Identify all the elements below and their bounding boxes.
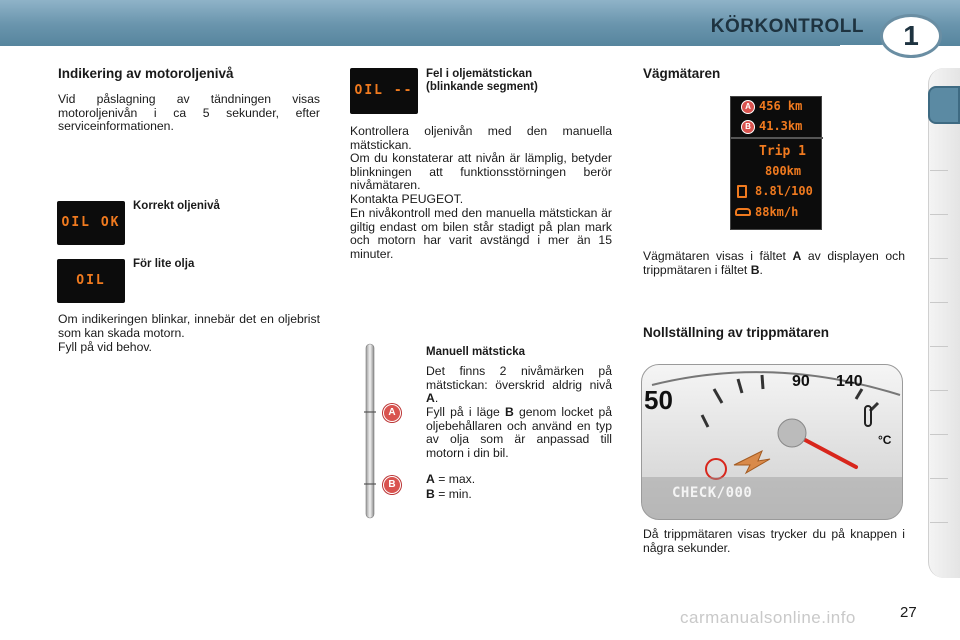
tab-divider [930,346,948,347]
oil-fault-label-line1: Fel i oljemätstickan [426,68,533,80]
speed-90-label: 90 [792,373,810,390]
tab-divider [930,522,948,523]
oil-level-heading: Indikering av motoroljenivå [58,66,234,81]
oil-low-warning: Om indikeringen blinkar, innebär det en oljebrist som kan skada motorn. [58,312,320,340]
display-divider [731,137,823,139]
oil-ok-label: Korrekt oljenivå [133,200,220,212]
average-speed-value: 88km/h [755,205,799,219]
tab-divider [930,478,948,479]
page-title: KÖRKONTROLL [710,16,864,37]
trip-title: Trip 1 [759,144,806,159]
fault-check-text: Kontrollera oljenivån med den manuella mätstickan. [350,124,612,152]
total-distance-value: 456 km [759,99,803,113]
fault-explanation-text: Om du konstaterar att nivån är lämplig, betyder blinkningen att funktionsstörningen berör nivåmätaren. [350,151,612,193]
trip-reset-heading: Nollställning av trippmätaren [643,325,830,340]
odometer-description: Vägmätaren visas i fältet A av displayen och trippmätaren i fältet B. [643,249,906,277]
tab-divider [930,170,948,171]
oil-ok-display: OIL OK [57,201,125,245]
page-number: 27 [900,604,917,621]
chapter-badge: 1 [880,14,942,58]
fuel-pump-icon [737,185,747,198]
tab-divider [930,214,948,215]
trip-computer-distance: 800km [765,164,802,178]
dipstick-marker-b: B [383,476,401,494]
level-b-ref: B [504,405,514,419]
oil-low-label: För lite olja [133,258,195,270]
thermometer-icon [864,405,872,427]
instrument-cluster-photo [641,364,903,520]
dipstick-marker-a: A [383,404,401,422]
odometer-heading: Vägmätaren [643,66,721,81]
chapter-tab-strip [928,68,960,578]
odometer-display [730,96,822,230]
trip-reset-instruction: Då trippmätaren visas trycker du på knappen i några sekunder. [643,527,905,555]
tab-divider [930,390,948,391]
dipstick-illustration [352,340,404,522]
watermark: carmanualsonline.info [680,608,856,627]
oil-fault-display: OIL -- [350,68,418,114]
tab-divider [930,434,948,435]
fuel-consumption-value: 8.8l/100 [755,184,813,198]
oil-low-display: OIL [57,259,125,303]
dipstick-marks-text: Det finns 2 nivåmärken på mätstickan: överskrid aldrig nivå A. [426,364,612,406]
check-button-label: CHECK/000 [672,485,753,501]
oil-top-up-note: Fyll på vid behov. [58,340,152,354]
fault-validity-text: En nivåkontroll med den manuella mätstickan är giltig endast om bilen står stadigt på plan mark och motorn har varit avstängd i mer än 15 minuter. [350,206,612,261]
tab-divider [930,302,948,303]
dipstick-fill-text: Fyll på i läge B genom locket på oljebehållaren och använd en typ av olja som är anpassad till motorn i din bil. [426,405,612,460]
oil-level-intro: Vid påslagning av tändningen visas motoroljenivån i ca 5 sekunder, efter serviceinformationen. [58,92,320,134]
dipstick-heading: Manuell mätsticka [426,346,526,358]
fault-contact-text: Kontakta PEUGEOT. [350,192,464,206]
chapter-tab-active[interactable] [928,86,960,124]
level-a-ref: A [426,391,435,406]
trip-distance-value: 41.3km [759,119,803,133]
speed-50-label: 50 [644,385,673,415]
tab-divider [930,258,948,259]
oil-fault-label-line2: (blinkande segment) [426,81,538,93]
speed-140-label: 140 [836,373,863,390]
level-a-legend: A = max. [426,472,476,486]
header-divider [0,46,960,60]
temperature-unit-label: °C [878,433,892,447]
level-b-legend: B = min. [426,487,472,501]
car-icon [735,208,751,216]
odometer-field-a-marker: A [741,100,755,114]
odometer-field-b-marker: B [741,120,755,134]
